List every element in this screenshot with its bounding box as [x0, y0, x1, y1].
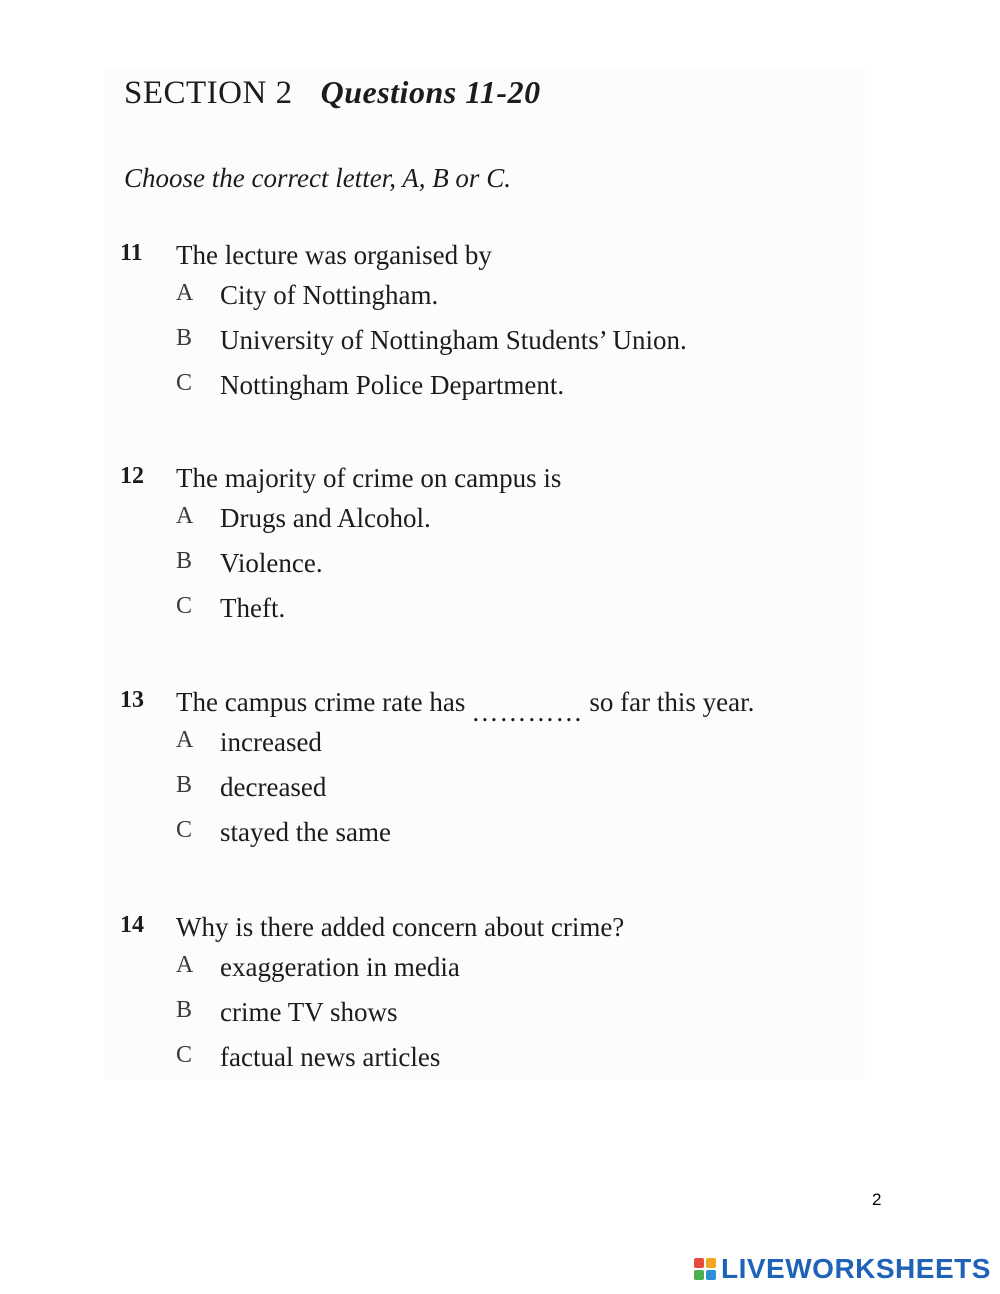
brand-name: LIVEWORKSHEETS [721, 1253, 991, 1284]
option-letter: A [176, 280, 194, 306]
option-text: decreased [220, 772, 327, 802]
option-letter: A [176, 952, 194, 978]
option-c[interactable] [120, 817, 840, 862]
option-a[interactable] [120, 727, 840, 772]
option-letter: C [176, 817, 193, 843]
question-stem [120, 912, 840, 952]
question-number: 12 [120, 463, 144, 489]
section-label: SECTION 2 [124, 75, 293, 111]
question-text: The lecture was organised by [176, 240, 492, 270]
option-text: Theft. [220, 593, 286, 623]
question-text-after: so far this year. [589, 687, 755, 717]
option-b[interactable] [120, 772, 840, 817]
question-13 [120, 687, 840, 862]
option-text: University of Nottingham Students’ Union. [220, 325, 687, 355]
question-12 [120, 463, 840, 638]
questions-range: Questions 11-20 [320, 74, 541, 110]
page-number: 2 [872, 1190, 882, 1209]
answer-blank[interactable]: ………… [471, 697, 584, 727]
liveworksheets-brand[interactable] [694, 1252, 991, 1286]
option-a[interactable] [120, 952, 840, 997]
option-letter: C [176, 370, 193, 396]
option-letter: C [176, 593, 193, 619]
option-text: increased [220, 727, 322, 757]
logo-square [706, 1270, 716, 1280]
instruction-text: Choose the correct letter, A, B or C. [124, 163, 511, 193]
option-c[interactable] [120, 593, 840, 638]
option-a[interactable] [120, 280, 840, 325]
question-text: Why is there added concern about crime? [176, 912, 625, 942]
option-text: crime TV shows [220, 997, 398, 1027]
question-14 [120, 912, 840, 1087]
option-b[interactable] [120, 325, 840, 370]
liveworksheets-logo-icon [694, 1258, 716, 1280]
option-b[interactable] [120, 548, 840, 593]
option-text: factual news articles [220, 1042, 441, 1072]
section-heading [124, 74, 541, 112]
question-stem [120, 687, 840, 727]
logo-square [706, 1258, 716, 1268]
option-letter: C [176, 1042, 193, 1068]
question-text: The majority of crime on campus is [176, 463, 562, 493]
option-letter: A [176, 503, 194, 529]
option-text: Nottingham Police Department. [220, 370, 565, 400]
option-letter: B [176, 548, 193, 574]
logo-square [694, 1258, 704, 1268]
option-letter: A [176, 727, 194, 753]
question-text [176, 687, 755, 727]
logo-square [694, 1270, 704, 1280]
question-number: 11 [120, 240, 143, 266]
question-stem [120, 463, 840, 503]
option-text: City of Nottingham. [220, 280, 439, 310]
question-11 [120, 240, 840, 415]
question-number: 14 [120, 912, 144, 938]
option-letter: B [176, 997, 193, 1023]
option-a[interactable] [120, 503, 840, 548]
question-stem [120, 240, 840, 280]
option-text: stayed the same [220, 817, 391, 847]
question-number: 13 [120, 687, 144, 713]
option-text: Drugs and Alcohol. [220, 503, 431, 533]
option-c[interactable] [120, 370, 840, 415]
option-letter: B [176, 325, 193, 351]
option-b[interactable] [120, 997, 840, 1042]
option-text: exaggeration in media [220, 952, 460, 982]
option-c[interactable] [120, 1042, 840, 1087]
option-text: Violence. [220, 548, 323, 578]
question-text-before: The campus crime rate has [176, 687, 466, 717]
option-letter: B [176, 772, 193, 798]
